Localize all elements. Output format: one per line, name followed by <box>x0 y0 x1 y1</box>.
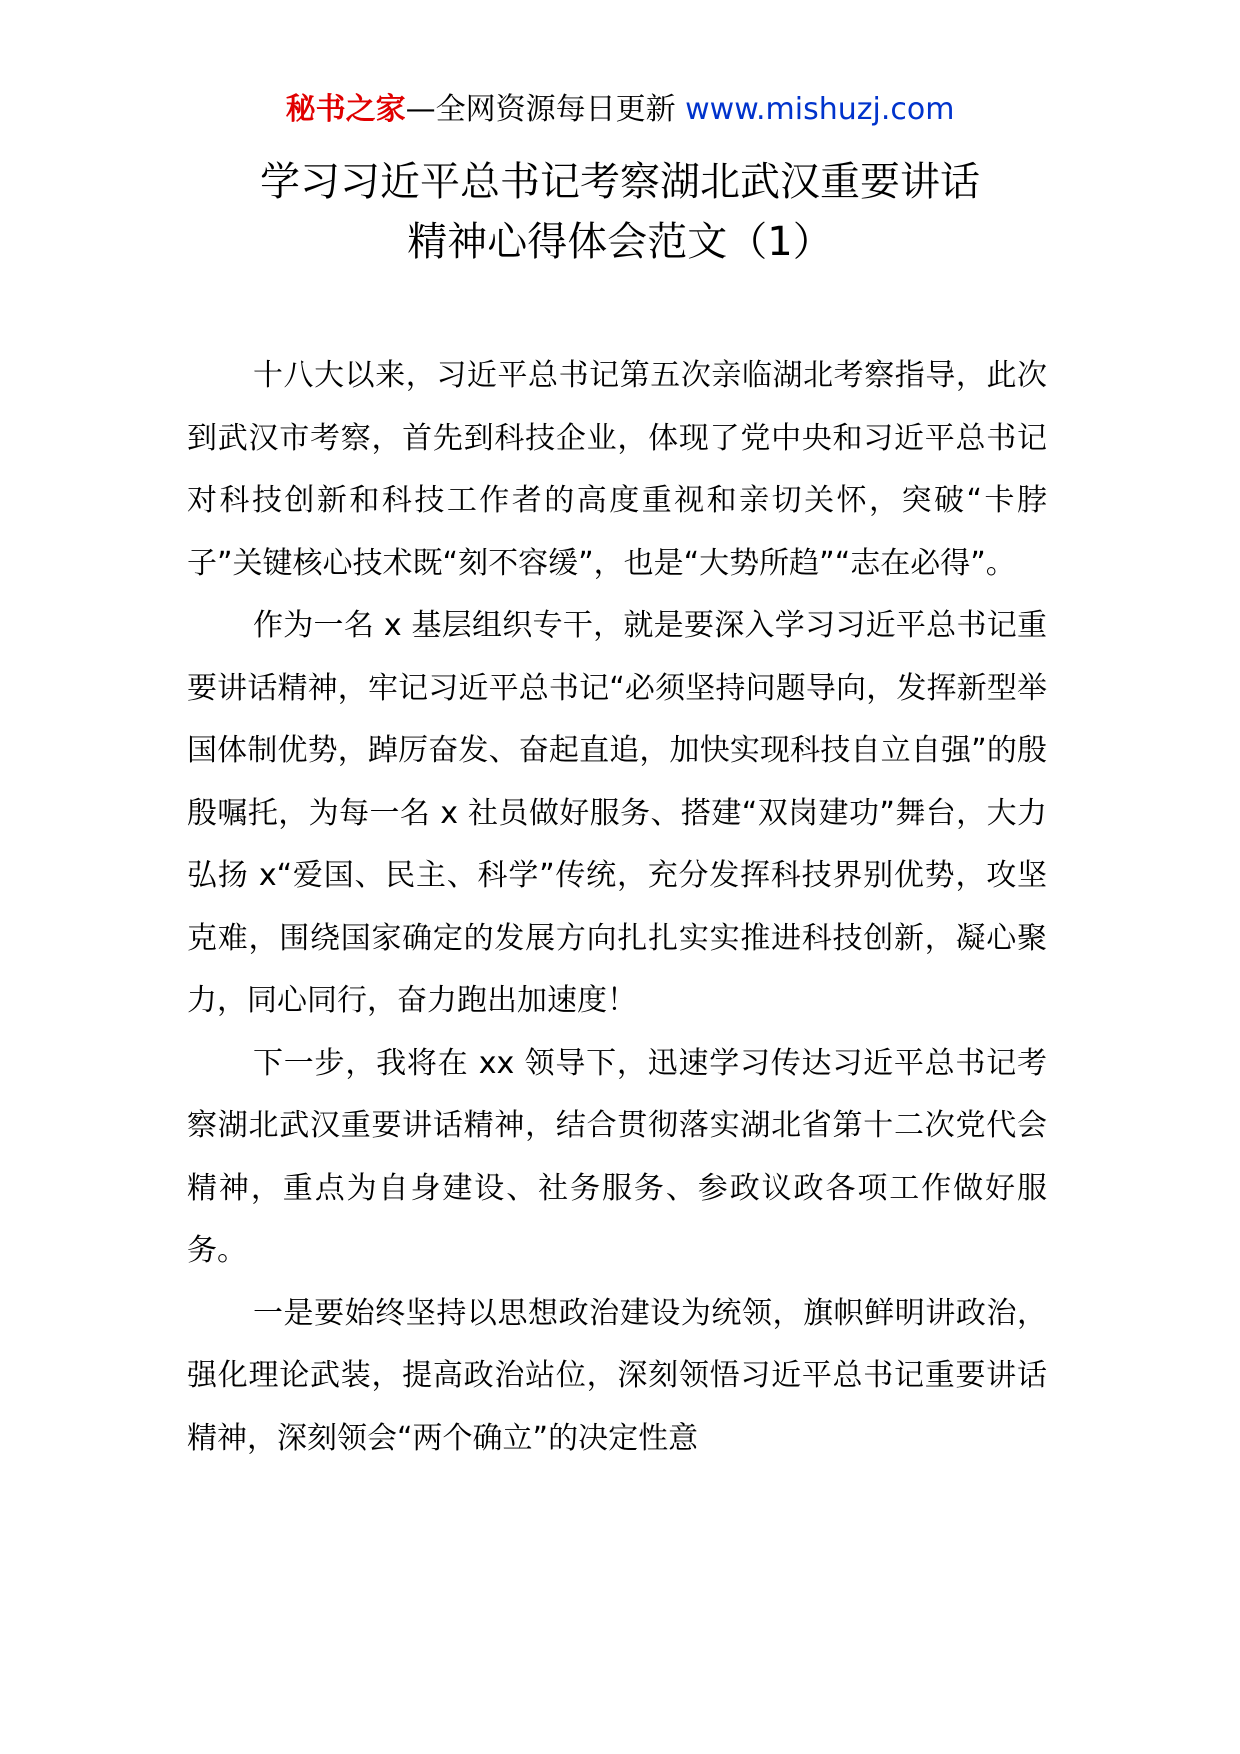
title-line-2: 精神心得体会范文（1） <box>407 219 833 265</box>
page-header <box>0 88 1240 132</box>
title-line-1: 学习习近平总书记考察湖北武汉重要讲话 <box>260 159 980 205</box>
brand-name: 秘书之家 <box>285 92 406 127</box>
paragraph-1: 十八大以来，习近平总书记第五次亲临湖北考察指导，此次到武汉市考察，首先到科技企业，体现了党中央和习近平总书记对科技创新和科技工作者的高度重视和亲切关怀，突破“卡脖子”关键核心技术既“刻不容缓”，也是“大势所趋”“志在必得”。 <box>187 358 1047 581</box>
document-body <box>187 345 1047 1470</box>
paragraph-3: 下一步，我将在 xx 领导下，迅速学习传达习近平总书记考察湖北武汉重要讲话精神，结合贯彻落实湖北省第十二次党代会精神，重点为自身建设、社务服务、参政议政各项工作做好服务。 <box>187 1045 1047 1268</box>
paragraph-2: 作为一名 x 基层组织专干，就是要深入学习习近平总书记重要讲话精神，牢记习近平总书记“必须坚持问题导向，发挥新型举国体制优势，踔厉奋发、奋起直追，加快实现科技自立自强”的殷殷嘱托，为每一名 x 社员做好服务、搭建“双岗建功”舞台，大力弘扬 x“爱国、民主、科学”传统，充分发挥科技界别优势，攻坚克难，围绕国家确定的发展方向扎扎实实推进科技创新，凝心聚力，同心同行，奋力跑出加速度！ <box>187 608 1047 1018</box>
header-tagline: —全网资源每日更新 <box>405 92 686 127</box>
document-title <box>0 152 1240 272</box>
website-link[interactable]: www.mishuzj.com <box>685 92 955 127</box>
paragraph-4: 一是要始终坚持以思想政治建设为统领，旗帜鲜明讲政治，强化理论武装，提高政治站位，深刻领悟习近平总书记重要讲话精神，深刻领会“两个确立”的决定性意 <box>187 1295 1047 1456</box>
